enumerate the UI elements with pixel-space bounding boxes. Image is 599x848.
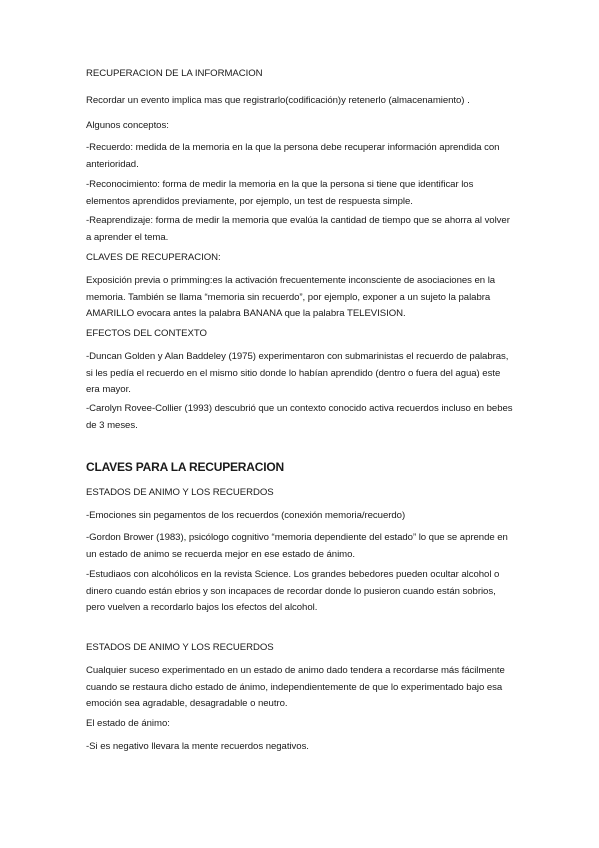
paragraph-reconocimiento: -Reconocimiento: forma de medir la memoria en la que la persona si tiene que identificar los elementos aprendidos previamente, por ejemplo, un test de respuesta simple. <box>86 179 474 207</box>
paragraph-negativo: -Si es negativo llevara la mente recuerdos negativos. <box>86 741 309 752</box>
paragraph-godden-baddeley: -Duncan Golden y Alan Baddeley (1975) experimentaron con submarinistas el recuerdo de palabras, si les pedía el recuerdo en el mismo sitio donde lo habían aprendido (dentro o fuera del agua) este era mayor. <box>86 351 509 396</box>
paragraph-priming: Exposición previa o primming:es la activación frecuentemente inconsciente de asociaciones en la memoria. También se llama “memoria sin recuerdo”, por ejemplo, exponer a un sujeto la palabra AMARILLO evocara antes la palabra BANANA que la palabra TELEVISION. <box>86 275 496 320</box>
paragraph-concepts-label: Algunos conceptos: <box>86 120 169 131</box>
paragraph-suceso: Cualquier suceso experimentado en un estado de animo dado tendera a recordarse más fácilmente cuando se restaura dicho estado de ánimo, independientemente de que lo experimentado bajo esa emoción sea agradable, desagradable o neutro. <box>86 665 505 710</box>
heading-claves-recuperacion: CLAVES PARA LA RECUPERACION <box>86 460 284 474</box>
paragraph-recuerdo: -Recuerdo: medida de la memoria en la que la persona debe recuperar información aprendida con anterioridad. <box>86 142 500 170</box>
section-title-claves: CLAVES DE RECUPERACION: <box>86 252 221 263</box>
paragraph-estado-animo-label: El estado de ánimo: <box>86 718 170 729</box>
section-title-contexto: EFECTOS DEL CONTEXTO <box>86 328 207 339</box>
paragraph-intro: Recordar un evento implica mas que registrarlo(codificación)y retenerlo (almacenamiento) . <box>86 95 470 106</box>
section-title-estados-animo-2: ESTADOS DE ANIMO Y LOS RECUERDOS <box>86 642 274 653</box>
section-title-estados-animo-1: ESTADOS DE ANIMO Y LOS RECUERDOS <box>86 487 274 498</box>
paragraph-emociones: -Emociones sin pegamentos de los recuerdos (conexión memoria/recuerdo) <box>86 510 406 521</box>
paragraph-bower: -Gordon Brower (1983), psicólogo cognitivo “memoria dependiente del estado” lo que se aprende en un estado de animo se recuerda mejor en ese estado de ánimo. <box>86 532 508 560</box>
paragraph-alcoholicos: -Estudiaos con alcohólicos en la revista Science. Los grandes bebedores pueden ocultar alcohol o dinero cuando están ebrios y son incapaces de recordar donde lo pusieron cuando están sobrios, pero vuelven a recordarlo bajos los efectos del alcohol. <box>86 569 500 614</box>
paragraph-reaprendizaje: -Reaprendizaje: forma de medir la memoria que evalúa la cantidad de tiempo que se ahorra al volver a aprender el tema. <box>86 215 510 243</box>
section-title-recuperacion: RECUPERACION DE LA INFORMACION <box>86 68 263 79</box>
paragraph-rovee-collier: -Carolyn Rovee-Collier (1993) descubrió que un contexto conocido activa recuerdos incluso en bebes de 3 meses. <box>86 403 513 431</box>
